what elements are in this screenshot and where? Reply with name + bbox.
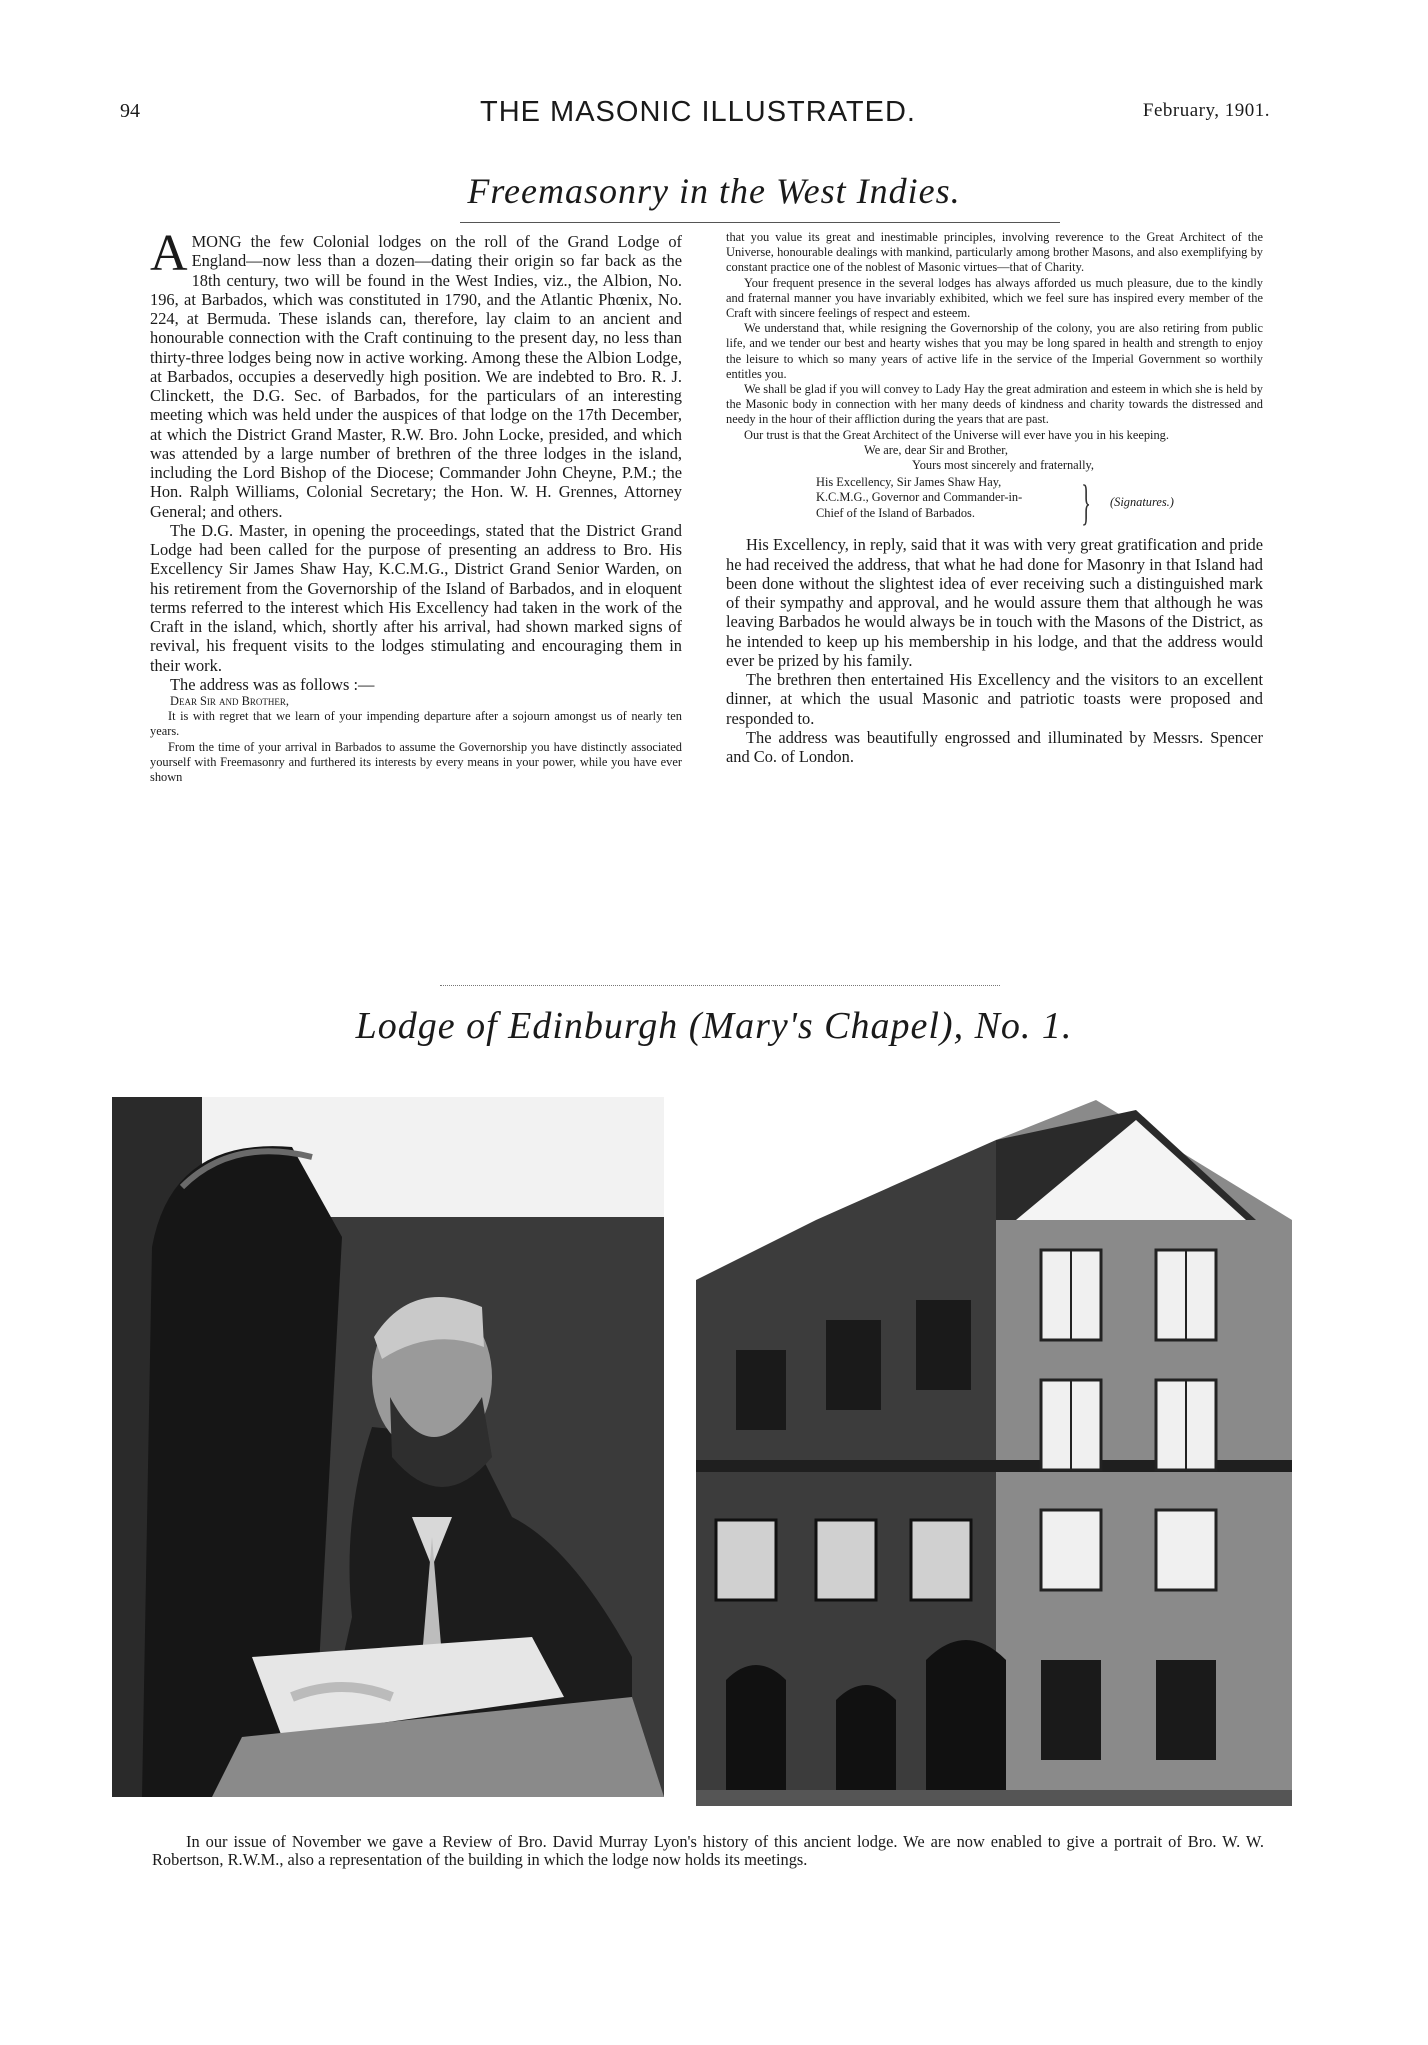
article-left-column <box>150 225 682 785</box>
photo-caption: In our issue of November we gave a Review of Bro. David Murray Lyon's history of this ancient lodge. We are now enabled to give a portrait of Bro. W. W. Robertson, R.W.M., also a representation of the building in which the lodge now holds its meetings. <box>152 1832 1264 1869</box>
lodge-building-photo <box>696 1100 1292 1806</box>
page-number: 94 <box>120 100 140 122</box>
address-closing-2: Yours most sincerely and fraternally, <box>912 458 1095 473</box>
address-closing-1: We are, dear Sir and Brother, <box>864 442 1009 457</box>
paragraph-opening: The D.G. Master, in opening the proceedings, stated that the District Grand Lodge had been called for the purpose of presenting an address to Bro. His Excellency Sir James Shaw Hay, K.C.M.G., District Grand Senior Warden, on his retirement from the Governorship of the Island of Barbados, and in eloquent terms referred to the interest which His Excellency had taken in the work of the Craft in the island, which, shortly after his arrival, had shown marked signs of revival, his frequent visits to the lodges stimulating and encouraging them in their work. <box>150 520 682 675</box>
article-title-west-indies: Freemasonry in the West Indies. <box>467 171 961 211</box>
signatory-line-1: His Excellency, Sir James Shaw Hay, <box>816 475 1002 490</box>
address-paragraph-6: Our trust is that the Great Architect of the Universe will ever have you in his keeping. <box>744 427 1169 442</box>
masthead: THE MASONIC ILLUSTRATED. <box>480 96 916 128</box>
signatory-line-3: Chief of the Island of Barbados. <box>816 505 975 520</box>
address-paragraph-5: We shall be glad if you will convey to Lady Hay the great admiration and esteem in which she is held by the Masonic body in connection with her many deeds of kindness and charity towards the distressed and needy in the hour of their affliction during the years that are past. <box>726 382 1263 427</box>
paragraph-address-intro: The address was as follows :— <box>170 674 375 694</box>
paragraph-intro: AMONG the few Colonial lodges on the roll of the Grand Lodge of England—now less than a dozen—dating their origin so far back as the 18th century, two will be found in the West Indies, viz., the Albion, No. 196, at Barbados, which was constituted in 1790, and the Atlantic Phœnix, No. 224, at Bermuda. These islands can, therefore, lay claim to an ancient and honourable connection with the Craft continuing to the present day, no less than thirty-three lodges being now in active working. Among these the Albion Lodge, at Barbados, occupies a deservedly high position. We are indebted to Bro. R. J. Clinckett, the D.G. Sec. of Barbados, for the particulars of an interesting meeting which was held under the auspices of that lodge on the 17th December, at which the District Grand Master, R.W. Bro. John Locke, presided, and which was attended by a large number of brethren of the three lodges in the island, including the Lord Bishop of the Diocese; Commander John Cheyne, P.M.; the Hon. Ralph Williams, Colonial Secretary; the Hon. W. H. Grennes, Attorney General; and others. <box>150 225 682 521</box>
article-title-lodge-of-edinburgh: Lodge of Edinburgh (Mary's Chapel), No. 1. <box>355 1005 1073 1047</box>
paragraph-engrossed: The address was beautifully engrossed and illuminated by Messrs. Spencer and Co. of London. <box>726 727 1263 766</box>
article-right-column <box>726 230 1263 766</box>
address-paragraph-1: It is with regret that we learn of your impending departure after a sojourn amongst us of nearly ten years. <box>150 709 682 739</box>
address-salutation: Dear Sir and Brother, <box>170 694 289 708</box>
address-paragraph-2-end: that you value its great and inestimable principles, involving reverence to the Great Architect of the Universe, honourable dealings with mankind, particularly among brother Masons, and also exemplifying by constant practice one of the noblest of Masonic virtues—that of Charity. <box>726 230 1263 275</box>
title-rule <box>460 222 1060 223</box>
paragraph-dinner: The brethren then entertained His Excellency and the visitors to an excellent dinner, at which the usual Masonic and patriotic toasts were proposed and responded to. <box>726 670 1263 728</box>
portrait-photo <box>112 1097 664 1797</box>
signature-block <box>726 475 1263 535</box>
drop-cap: A <box>150 225 188 282</box>
signatures-note: (Signatures.) <box>1110 495 1174 510</box>
paragraph-reply: His Excellency, in reply, said that it was with very great gratification and pride he had received the address, that what he had done for Masonry in that Island had been done without the slightest idea of ever receiving such a distinguished mark of their sympathy and approval, and he would assure them that although he was leaving Barbados he would always be in touch with the Masons of the District, as he intended to keep up his membership in his lodge, and that the address would ever be prized by his family. <box>726 535 1263 670</box>
address-paragraph-2-start: From the time of your arrival in Barbados to assume the Governorship you have distinctly associated yourself with Freemasonry and furthered its interests by every means in your power, while you have ever shown <box>150 739 682 785</box>
address-paragraph-4: We understand that, while resigning the Governorship of the colony, you are also retiring from public life, and we tender our best and hearty wishes that you may be long spared in health and strength to enjoy the leisure to which so many years of active life in the service of the Imperial Government so worthily entitles you. <box>726 321 1263 381</box>
address-paragraph-3: Your frequent presence in the several lodges has always afforded us much pleasure, due to the kindly and fraternal manner you have invariably exhibited, which we feel sure has inspired every member of the Craft with sincere feelings of respect and esteem. <box>726 275 1263 321</box>
running-header <box>120 96 1270 130</box>
brace-icon: } <box>1081 474 1091 531</box>
signatory-line-2: K.C.M.G., Governor and Commander-in- <box>816 490 1023 505</box>
issue-date: February, 1901. <box>1142 100 1270 121</box>
section-separator <box>440 985 1000 986</box>
